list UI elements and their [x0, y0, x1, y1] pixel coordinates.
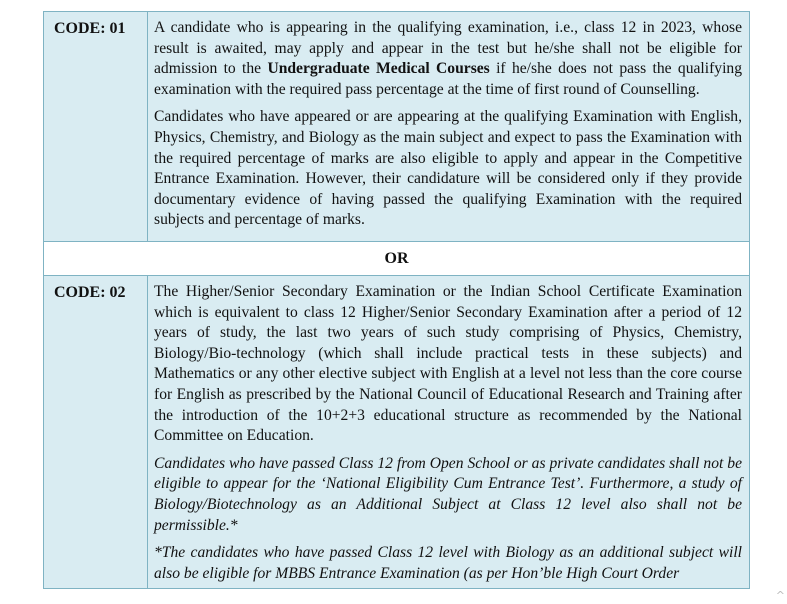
code-01-paragraph-2: Candidates who have appeared or are appearing at the qualifying Examination with English, Physics, Chemistry, and Biology as the main subject and expect to pass the Examination with the required percentage of marks are also eligible to apply and appear in the Competitive Entrance Examination. However, their candidature will be considered only if they provide documentary evidence of having passed the qualifying Examination with the required subjects and percentage of marks. — [154, 108, 742, 229]
scroll-up-icon[interactable]: ^ — [775, 589, 785, 602]
code-02-paragraph-3: *The candidates who have passed Class 12 level with Biology as an additional subject will also be eligible for MBBS Entrance Examination (as per Hon’ble High Court Order — [154, 544, 742, 582]
code-01-row — [43, 11, 750, 242]
code-02-label: CODE: 02 — [44, 276, 148, 588]
code-02-paragraph-1: The Higher/Senior Secondary Examination or the Indian School Certificate Examination which is equivalent to class 12 Higher/Senior Secondary Examination after a period of 12 years of study, the last two years of such study comprising of Physics, Chemistry, Biology/Bio-technology (which shall include practical tests in these subjects) and Mathematics or any other elective subject with English at a level not less than the core course for English as prescribed by the National Council of Educational Research and Training after the introduction of the 10+2+3 educational structure as recommended by the National Committee on Education. — [154, 283, 742, 445]
eligibility-table — [43, 11, 750, 589]
or-separator-row — [43, 242, 750, 276]
code-01-description — [148, 12, 749, 241]
code-02-row — [43, 276, 750, 589]
code-01-paragraph-1: A candidate who is appearing in the qualifying examination, i.e., class 12 in 2023, whose result is awaited, may apply and appear in the test but he/she shall not be eligible for admission to the Undergraduate Medical Courses if he/she does not pass the qualifying examination with the required pass percentage at the time of first round of Counselling. — [154, 19, 743, 98]
undergraduate-medical-courses-bold: Undergraduate Medical Courses — [267, 60, 490, 78]
code-02-paragraph-2: Candidates who have passed Class 12 from Open School or as private candidates shall not be eligible to appear for the ‘National Eligibility Cum Entrance Test’. Furthermore, a study of Biology/Biotechnology as an Additional Subject at Class 12 level also shall not be permissible.* — [154, 454, 742, 534]
code-02-description — [148, 276, 749, 588]
code-01-label: CODE: 01 — [44, 12, 148, 241]
or-label: OR — [384, 249, 409, 267]
